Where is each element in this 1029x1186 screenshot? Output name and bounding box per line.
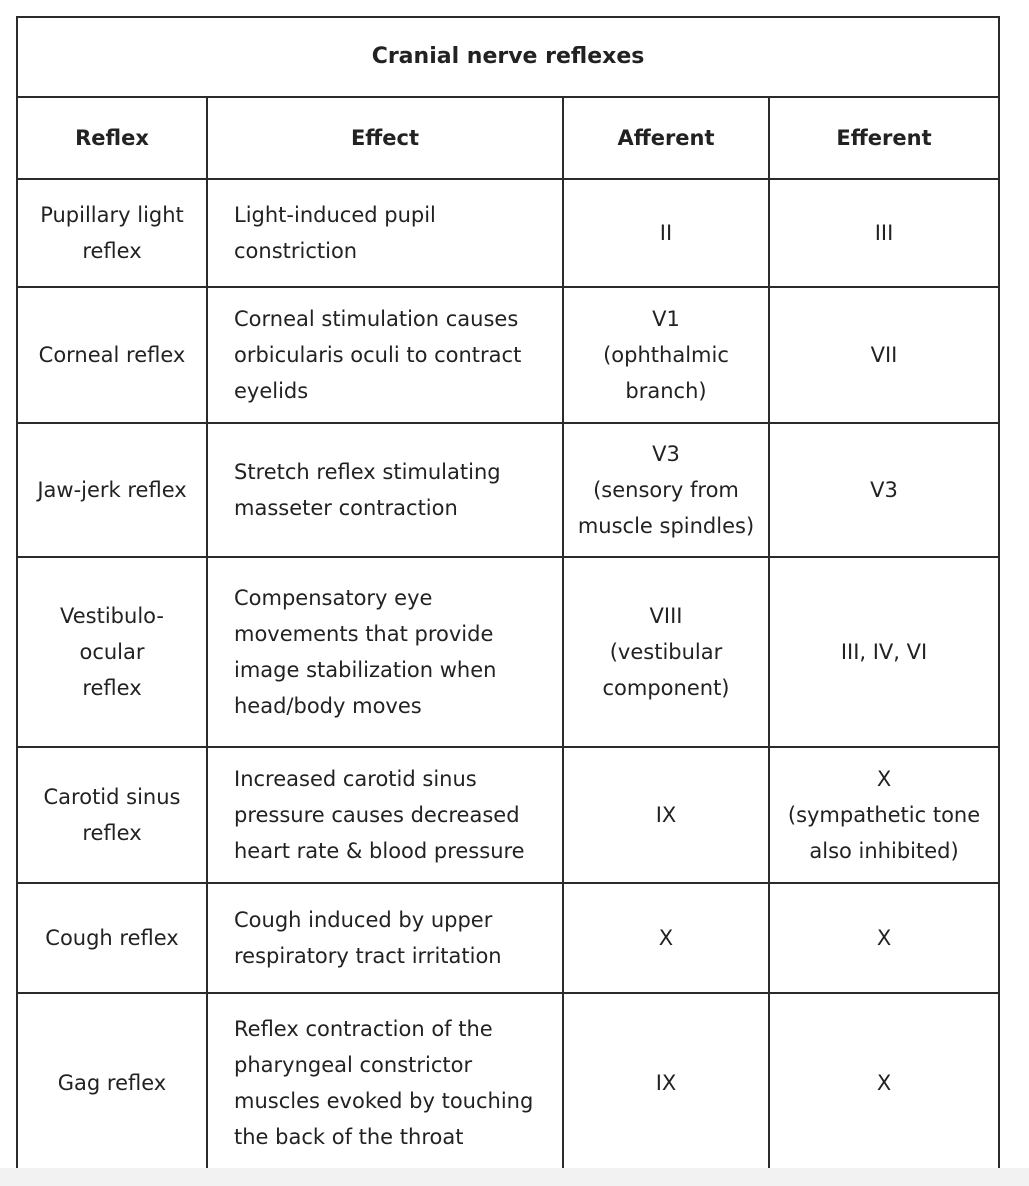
cell-line: Cough induced by upper bbox=[234, 908, 493, 932]
cell-line: Stretch reflex stimulating bbox=[234, 460, 501, 484]
header-afferent: Afferent bbox=[563, 97, 769, 179]
document-sheet bbox=[16, 16, 1000, 1176]
efferent-cell bbox=[769, 993, 999, 1173]
cell-line: Gag reflex bbox=[57, 1071, 167, 1095]
reflex-cell bbox=[17, 747, 207, 883]
cell-line: eyelids bbox=[234, 379, 309, 403]
cell-line: the back of the throat bbox=[234, 1125, 464, 1149]
cell-line: constriction bbox=[234, 239, 358, 263]
cell-line: IX bbox=[655, 803, 677, 827]
table-row bbox=[17, 179, 999, 287]
title-row bbox=[17, 17, 999, 97]
afferent-cell bbox=[563, 179, 769, 287]
cell-line: Increased carotid sinus bbox=[234, 767, 477, 791]
cell-line: head/body moves bbox=[234, 694, 422, 718]
reflex-cell bbox=[17, 557, 207, 747]
cell-line: VIII bbox=[649, 604, 683, 628]
reflex-cell bbox=[17, 993, 207, 1173]
cell-line: also inhibited) bbox=[809, 839, 959, 863]
header-row bbox=[17, 97, 999, 179]
cell-line: branch) bbox=[625, 379, 707, 403]
cell-line: Jaw-jerk reflex bbox=[37, 478, 187, 502]
cell-line: image stabilization when bbox=[234, 658, 497, 682]
cell-line: Light-induced pupil bbox=[234, 203, 436, 227]
afferent-cell bbox=[563, 883, 769, 993]
efferent-cell bbox=[769, 883, 999, 993]
cranial-nerve-reflexes-table bbox=[16, 16, 1000, 1174]
cell-line: orbicularis oculi to contract bbox=[234, 343, 522, 367]
table-row bbox=[17, 993, 999, 1173]
cell-line: Compensatory eye bbox=[234, 586, 433, 610]
table-row bbox=[17, 287, 999, 423]
cell-line: muscle spindles) bbox=[577, 514, 755, 538]
efferent-cell bbox=[769, 423, 999, 557]
effect-cell bbox=[207, 557, 563, 747]
cell-line: Cough reflex bbox=[45, 926, 179, 950]
cell-line: Corneal reflex bbox=[38, 343, 186, 367]
cell-line: Carotid sinus bbox=[43, 785, 181, 809]
cell-line: (ophthalmic bbox=[603, 343, 729, 367]
cell-line: (vestibular bbox=[609, 640, 723, 664]
header-effect: Effect bbox=[207, 97, 563, 179]
cell-line: movements that provide bbox=[234, 622, 494, 646]
table-row bbox=[17, 747, 999, 883]
afferent-cell bbox=[563, 993, 769, 1173]
cell-line: Vestibulo- bbox=[60, 604, 164, 628]
cell-line: II bbox=[659, 221, 673, 245]
cell-line: VII bbox=[870, 343, 898, 367]
cell-line: Corneal stimulation causes bbox=[234, 307, 519, 331]
reflex-cell bbox=[17, 287, 207, 423]
cell-line: pressure causes decreased bbox=[234, 803, 520, 827]
cell-line: component) bbox=[602, 676, 730, 700]
cell-line: Pupillary light bbox=[40, 203, 184, 227]
efferent-cell bbox=[769, 179, 999, 287]
cell-line: V3 bbox=[870, 478, 898, 502]
effect-cell bbox=[207, 423, 563, 557]
table-row bbox=[17, 423, 999, 557]
cell-line: IX bbox=[655, 1071, 677, 1095]
table-title: Cranial nerve reflexes bbox=[17, 17, 999, 97]
cell-line: masseter contraction bbox=[234, 496, 458, 520]
cell-line: V3 bbox=[652, 442, 680, 466]
afferent-cell bbox=[563, 557, 769, 747]
efferent-cell bbox=[769, 747, 999, 883]
effect-cell bbox=[207, 747, 563, 883]
effect-cell bbox=[207, 179, 563, 287]
cell-line: respiratory tract irritation bbox=[234, 944, 502, 968]
header-efferent: Efferent bbox=[769, 97, 999, 179]
cell-line: (sensory from bbox=[593, 478, 739, 502]
cell-line: X bbox=[876, 1071, 892, 1095]
afferent-cell bbox=[563, 747, 769, 883]
afferent-cell bbox=[563, 423, 769, 557]
efferent-cell bbox=[769, 557, 999, 747]
header-reflex: Reflex bbox=[17, 97, 207, 179]
cell-line: Reflex contraction of the bbox=[234, 1017, 493, 1041]
cell-line: X bbox=[876, 926, 892, 950]
reflex-cell bbox=[17, 423, 207, 557]
table-row bbox=[17, 883, 999, 993]
page-bottom-edge bbox=[0, 1168, 1029, 1186]
reflex-cell bbox=[17, 179, 207, 287]
reflex-cell bbox=[17, 883, 207, 993]
cell-line: reflex bbox=[82, 676, 142, 700]
effect-cell bbox=[207, 287, 563, 423]
cell-line: X bbox=[658, 926, 674, 950]
cell-line: (sympathetic tone bbox=[787, 803, 981, 827]
cell-line: ocular bbox=[79, 640, 145, 664]
table-row bbox=[17, 557, 999, 747]
cell-line: V1 bbox=[652, 307, 680, 331]
cell-line: III bbox=[874, 221, 894, 245]
cell-line: reflex bbox=[82, 239, 142, 263]
effect-cell bbox=[207, 993, 563, 1173]
effect-cell bbox=[207, 883, 563, 993]
cell-line: reflex bbox=[82, 821, 142, 845]
cell-line: heart rate & blood pressure bbox=[234, 839, 525, 863]
cell-line: X bbox=[876, 767, 892, 791]
cell-line: III, IV, VI bbox=[840, 640, 928, 664]
cell-line: pharyngeal constrictor bbox=[234, 1053, 473, 1077]
afferent-cell bbox=[563, 287, 769, 423]
cell-line: muscles evoked by touching bbox=[234, 1089, 534, 1113]
efferent-cell bbox=[769, 287, 999, 423]
